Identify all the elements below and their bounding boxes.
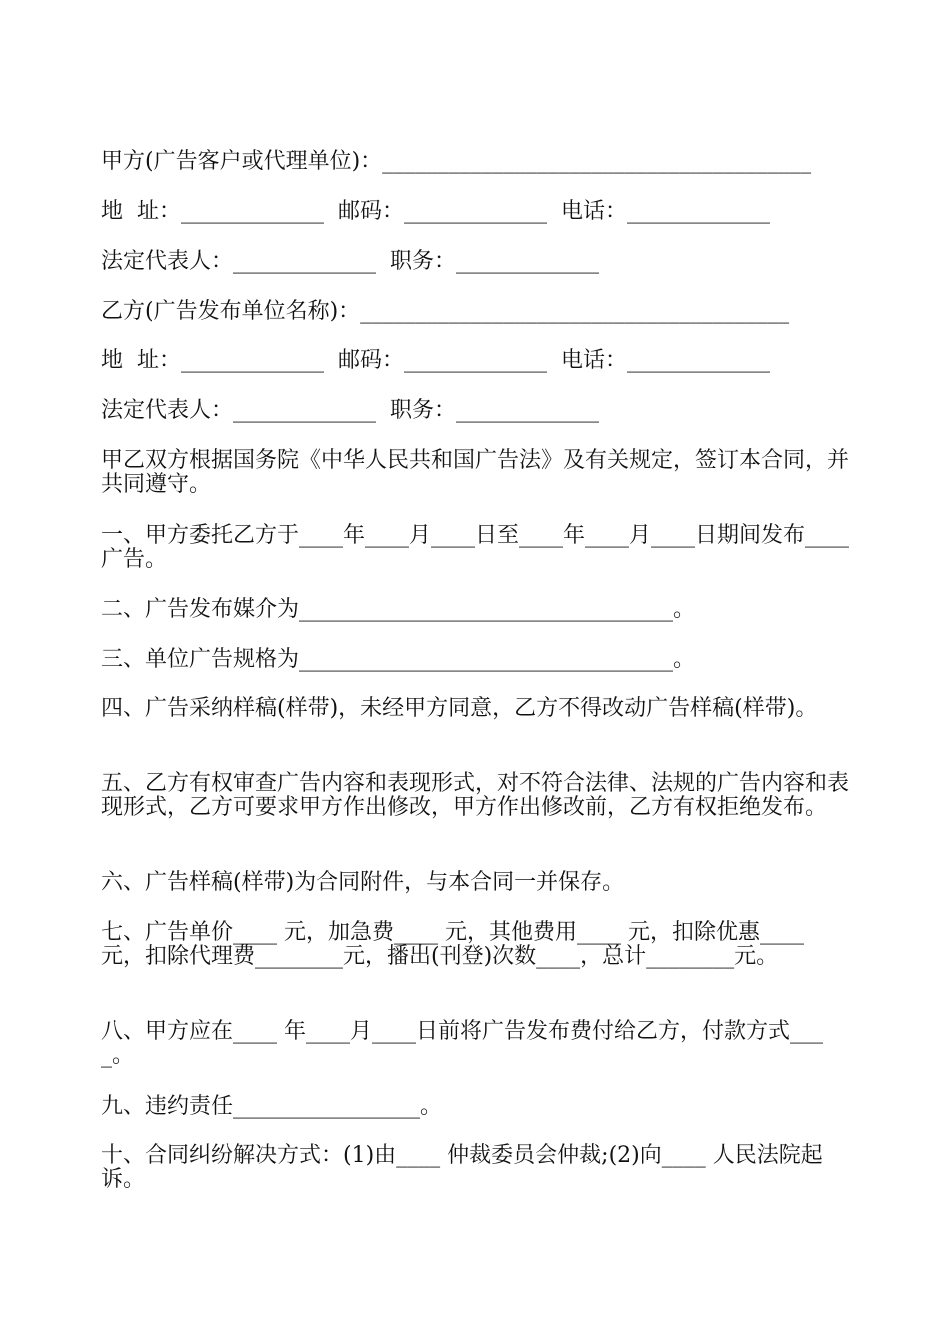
party-a-title: 甲方(广告客户或代理单位)：_______________________________________: [101, 149, 812, 174]
party-b-title: 乙方(广告发布单位名称)：_______________________________________: [101, 299, 790, 324]
party-a-address-line: 地 址：_____________ 邮码：_____________ 电话：_____________: [101, 199, 770, 224]
preamble: 甲乙双方根据国务院《中华人民共和国广告法》及有关规定，签订本合同，并共同遵守。: [101, 448, 850, 497]
clause-10: 十、合同纠纷解决方式：(1)由____ 仲裁委员会仲裁;(2)向____ 人民法院起诉。: [101, 1143, 823, 1192]
party-a-representative-line: 法定代表人：_____________ 职务：_____________: [101, 249, 599, 274]
clause-8: 八、甲方应在____ 年____月____日前将广告发布费付给乙方，付款方式____。: [101, 1019, 823, 1068]
clause-5: 五、乙方有权审查广告内容和表现形式，对不符合法律、法规的广告内容和表现形式，乙方可要求甲方作出修改，甲方作出修改前，乙方有权拒绝发布。: [101, 771, 850, 820]
clause-1: 一、甲方委托乙方于____年____月____日至____年____月____日期间发布____ 广告。: [101, 523, 857, 572]
clause-2: 二、广告发布媒介为__________________________________。: [101, 597, 696, 622]
clause-9: 九、违约责任_________________。: [101, 1094, 443, 1119]
clause-6: 六、广告样稿(样带)为合同附件，与本合同一并保存。: [101, 870, 625, 895]
party-b-representative-line: 法定代表人：_____________ 职务：_____________: [101, 398, 599, 423]
party-b-address-line: 地 址：_____________ 邮码：_____________ 电话：_____________: [101, 348, 770, 373]
clause-7: 七、广告单价____ 元，加急费____ 元，其他费用____ 元，扣除优惠____ 元，扣除代理费________元，播出(刊登)次数____，总计________元。: [101, 920, 811, 969]
clause-4: 四、广告采纳样稿(样带)，未经甲方同意，乙方不得改动广告样稿(样带)。: [101, 696, 818, 721]
clause-3: 三、单位广告规格为__________________________________。: [101, 647, 696, 672]
